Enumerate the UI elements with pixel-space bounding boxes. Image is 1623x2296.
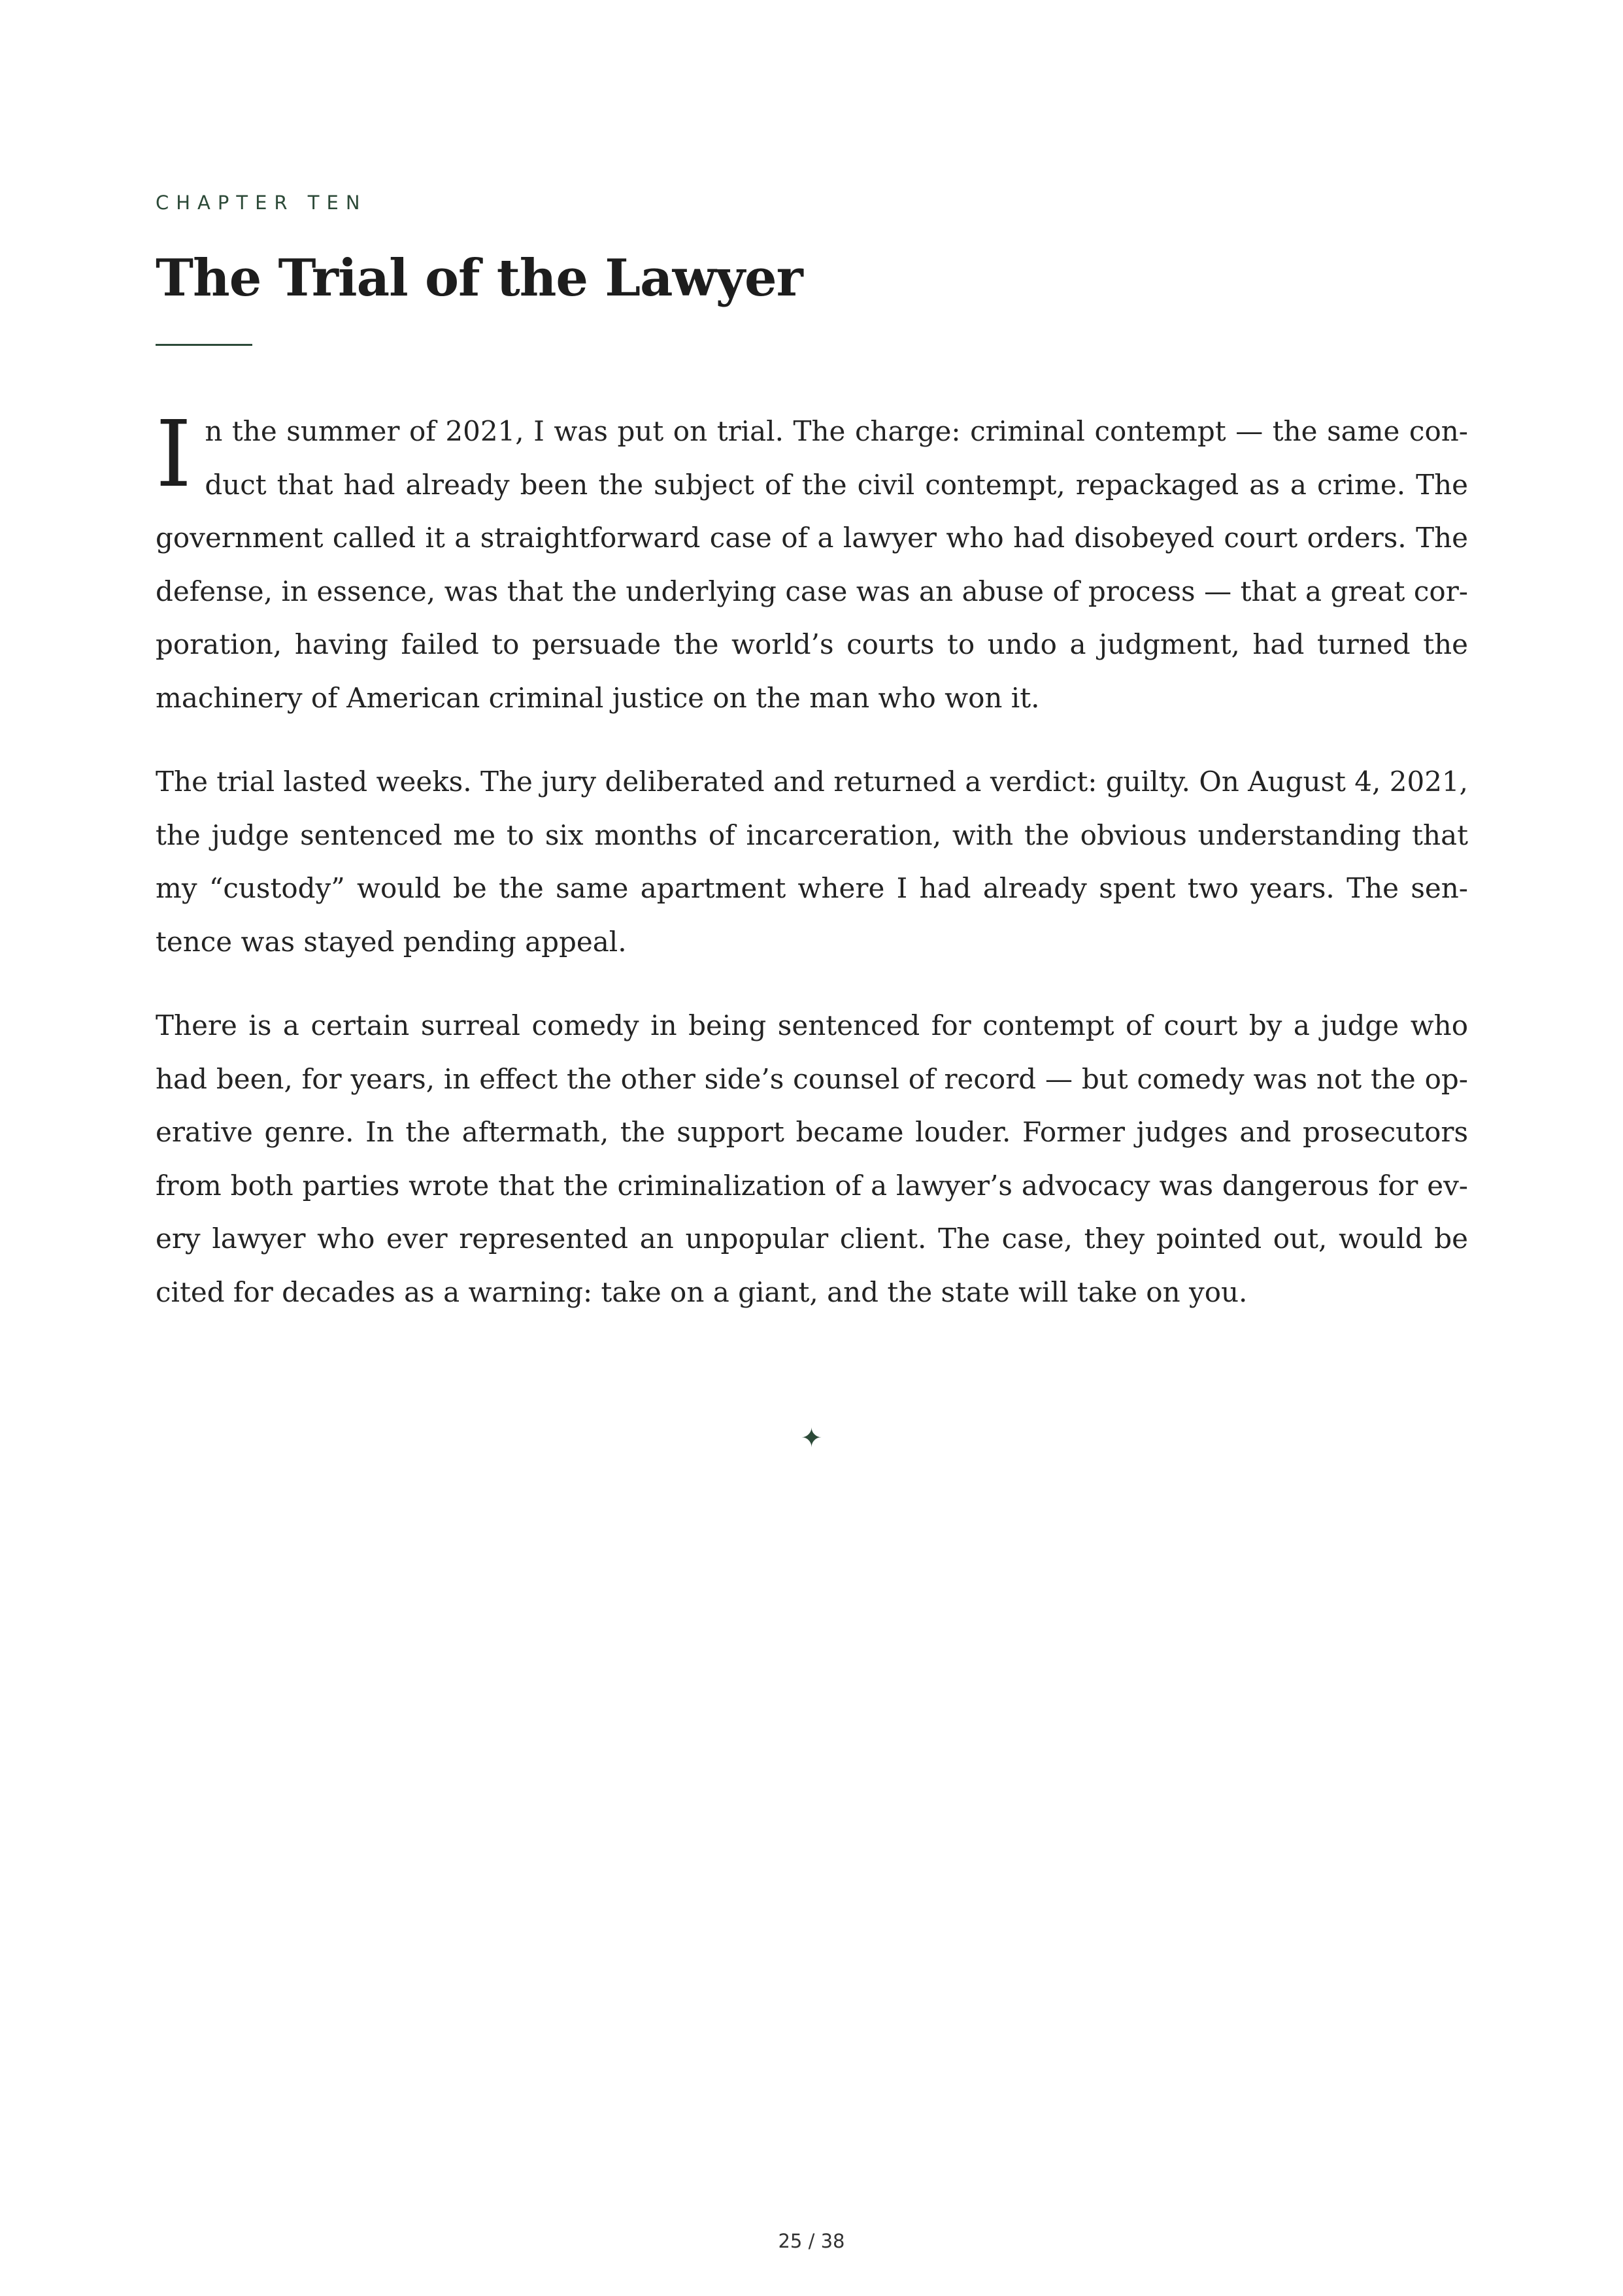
chapter-label: CHAPTER TEN	[156, 192, 367, 214]
chapter-body	[156, 401, 1468, 1319]
chapter-title: The Trial of the Lawyer	[156, 248, 803, 308]
paragraph-2: The trial lasted weeks. The jury deliberated and returned a verdict: guilty. On August 4, 2021, the judge sentenced me to six months of incarceration, with the obvious understanding that my “custody” would be the same apartment where I had already spent two years. The sentence was stayed pending appeal.	[156, 766, 1468, 958]
chapter-content	[156, 190, 1468, 1349]
title-divider	[156, 344, 252, 346]
page-number: 25 / 38	[778, 2230, 845, 2252]
paragraph-1	[156, 401, 1468, 724]
paragraph-1-text: n the summer of 2021, I was put on trial. The charge: criminal contempt — the same conduct that had already been the subject of the civil contempt, repackaged as a crime. The government called it a straightforward case of a lawyer who had disobeyed court orders. The defense, in essence, was that the underlying case was an abuse of process — that a great corporation, having failed to persuade the world’s courts to undo a judgment, had turned the machinery of American criminal justice on the man who won it.	[156, 415, 1468, 714]
paragraph-3: There is a certain surreal comedy in being sentenced for contempt of court by a judge who had been, for years, in effect the other side’s counsel of record — but comedy was not the operative genre. In the aftermath, the support became louder. Former judges and prosecutors from both parties wrote that the criminalization of a lawyer’s advocacy was dangerous for every lawyer who ever represented an unpopular client. The case, they pointed out, would be cited for decades as a warning: take on a giant, and the state will take on you.	[156, 1009, 1468, 1308]
section-ornament-icon: ✦	[800, 1423, 823, 1453]
drop-cap: I	[156, 401, 192, 508]
